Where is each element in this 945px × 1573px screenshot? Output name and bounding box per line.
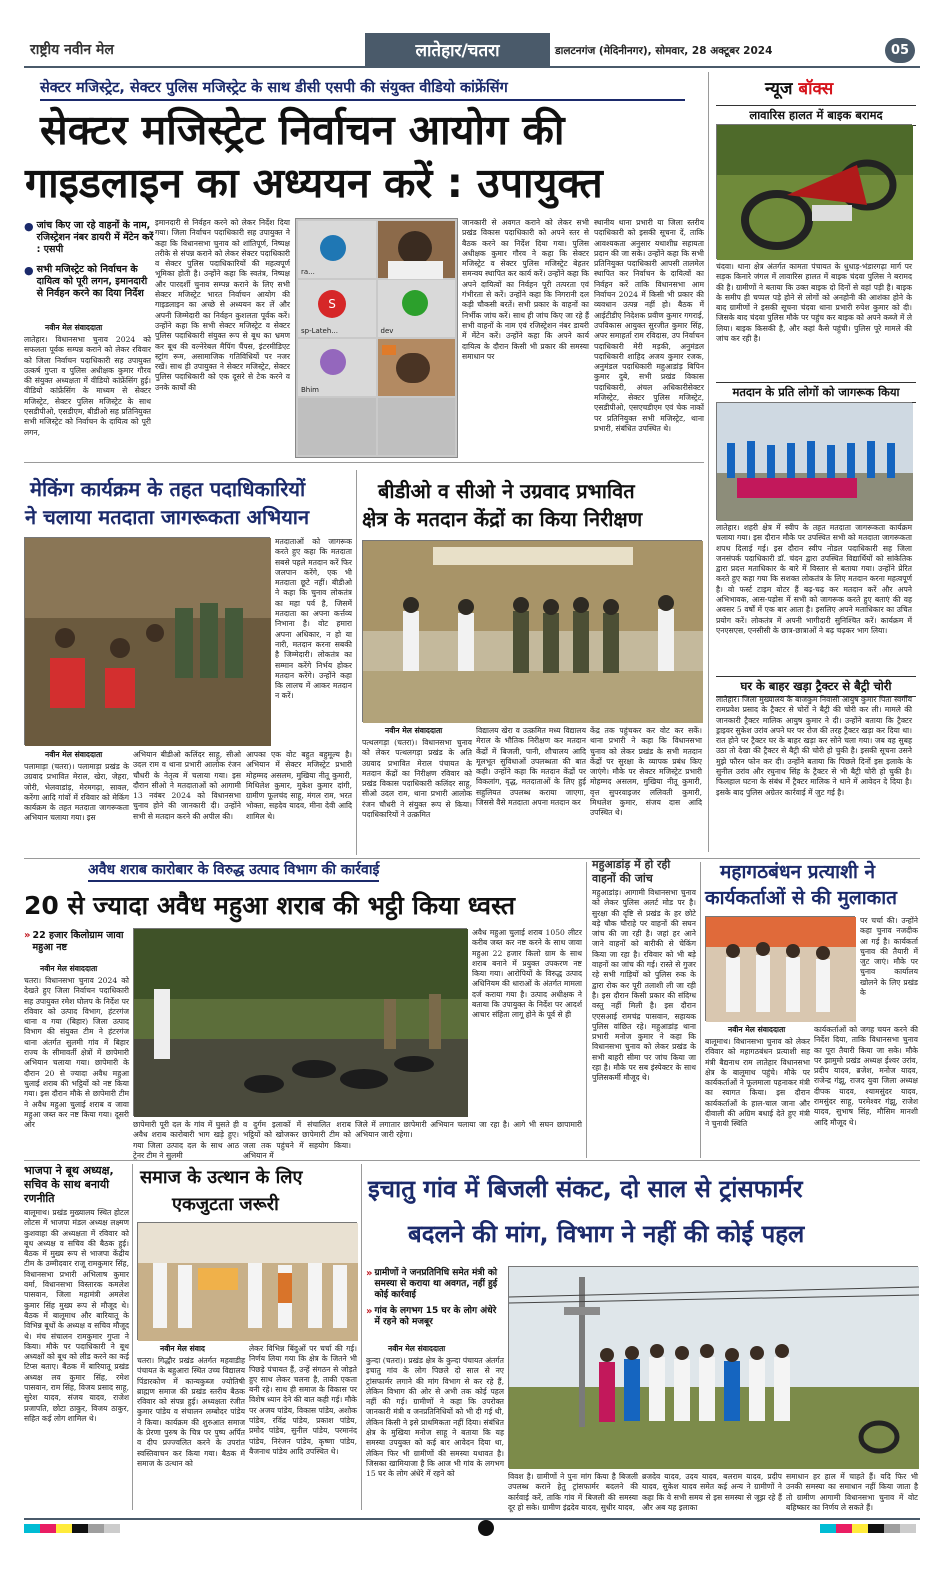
making-photo <box>24 537 270 745</box>
bullet-dot-icon: ● <box>24 220 34 233</box>
liquor-kicker: अवैध शराब कारोबार के विरुद्ध उत्पाद विभाग की कार्रवाई <box>88 860 379 882</box>
video-tile: ra... <box>298 221 376 278</box>
itachu-under-1: विवश है। ग्रामीणों ने पुनः मांग किया है बिजली उपलब्ध कराने हेतु ट्रांसफार्मर बदलने की कार्रवाई करें, ताकि गांव में बिजली की समस्या दूर हो सके। ग्रामीण इंद्रदेव यादव, सुधीर यादव, <box>508 1472 638 1512</box>
gathbandhan-col-1: बालूमाथ। विधानसभा चुनाव को लेकर रविवार को महागठबंधन प्रत्याशी सह मंत्री बैद्यनाथ राम लातेहार विधानसभा क्षेत्र के बालूमाथ पहुंचे। मौके पर कार्यकर्ताओं ने फूलमाला पहनाकर मंत्री का स्वागत किया। इस दौरान कार्यकर्ताओं के हाल-चाल जाना और दीवाली की अग्रिम बधाई देते हुए मंत्री ने चुनावी स्थिति <box>705 1037 810 1129</box>
itachu-col-1: कुन्दा (चतरा)। प्रखंड क्षेत्र के कुन्दा पंचायत अंतर्गत इचातु गांव के लोग पिछले दो साल से नए ट्रांसफार्मर लगाने की मांग विभाग से कर रहे हैं, लेकिन विभाग की ओर से अभी तक कोई पहल नहीं की गई। ग्रामीणों ने कहा कि उपरोक्त जानकारी मंत्री व जनप्रतिनिधियों को भी दी गई थी, लेकिन किसी ने इसे प्राथमिकता नहीं दिया। संबंधित क्षेत्र के मुखिया मनोज साहू ने बताया कि यह समस्या उपयुक्त को कई बार आवेदन दिया था, लेकिन फिर भी ग्रामीणों की समस्या यथावत है। जिसका खामियाजा है कि आज भी गांव के लगभग 15 घर के लोग अंधेरे में रहने को <box>366 1356 504 1479</box>
registration-strip <box>820 1524 916 1533</box>
vehicle-body: महुआडांड़। आगामी विधानसभा चुनाव को लेकर पुलिस अलर्ट मोड पर है। सुरक्षा की दृष्टि से प्रखंड के हर छोटे बड़े चौक चौराहे पर वाहनों की सघन जांच की जा रही है। जहां हर आने जाने वाहनों को बारीकी से चेकिंग किया जा रहा है। रविवार को भी बड़े वाहनों का जांच की गई। रास्ते से गुजर रहे सभी गाड़ियों को पुलिस रुक के द्वारा रोक कर पूरी तलाशी ली जा रही है। इस दौरान किसी प्रकार की संदिग्ध वस्तु नहीं मिली है। इस दौरान एएसआई रामचंद्र पासवान, सहायक पुलिस वांछित रहे। महुआडांड़ थाना प्रभारी मनोज कुमार ने कहा कि विधानसभा चुनाव को लेकर प्रखंड के सभी बाहरी सीमा पर जांच किया जा रहा है। मौके पर सब इंस्पेक्टर के साथ पुलिसकर्मी मौजूद थे। <box>592 888 696 1083</box>
video-conference-photo <box>295 218 458 458</box>
samaj-headline-line1: समाज के उत्थान के लिए <box>140 1167 303 1188</box>
page-number: 05 <box>885 38 915 63</box>
itachu-under-2: ब्रजदेव यादव, उदय यादव, बलराम यादव, प्रदीप यादव, सुकेश यादव समेत कई अन्य ने ग्रामीणों ने कहा कि वे सभी समय से इस समस्या से जूझ रहे हैं और अब यह इलाका <box>642 1472 782 1512</box>
lead-col-4: स्थानीय थाना प्रभारी या जिला स्तरीय पदाधिकारी को इसकी सूचना दें, ताकि आवश्यकता अनुसार यथाशीघ्र सहायता प्रदान की जा सके। उन्होंने कहा कि सभी प्रतिनियुक्त पदाधिकारी आपसी तालमेल स्थापित कर निर्वाचन के दायित्वों का निर्वहन करें ताकि विधानसभा आम निर्वाचन 2024 में किसी भी प्रकार की व्यवधान उत्पन्न नहीं हो। बैठक में आईटीडीए निदेशक प्रवीण कुमार गगराई, उपविकास आयुक्त सुरजीत कुमार सिंह, अपर समाहर्ता राम रविदास, उप निर्वाचन पदाधिकारी मेरी मड़की, अनुमंडल पदाधिकारी शाहिद अजय कुमार रजक, अनुमंडल पदाधिकारी महुआडांड़ बिपिन कुमार दुबे, सभी प्रखंड विकास पदाधिकारी, अंचल अधिकारीसेक्टर मजिस्ट्रेट, सेक्टर पुलिस मजिस्ट्रेट, एसडीपीओ, एसएचडीएम एवं चेक नाकों पर प्रतिनियुक्त सभी मजिस्ट्रेट, थाना प्रभारी, संबंधित उपस्थित थे। <box>594 218 704 433</box>
awareness-rally-photo <box>716 402 912 520</box>
news-item-2-title: मतदान के प्रति लोगों को जागरूक किया <box>716 382 916 403</box>
liquor-headline: 20 से ज्यादा अवैध महुआ शराब की भट्ठी किया ध्वस्त <box>24 891 516 920</box>
bike-photo <box>716 124 912 259</box>
liquor-byline: नवीन मेल संवाददाता <box>40 964 98 973</box>
itachu-headline-line1: इचातु गांव में बिजली संकट, दो साल से ट्रांसफार्मर <box>368 1175 803 1203</box>
video-tile: dev <box>378 280 456 337</box>
video-tile <box>378 221 456 278</box>
dateline: डालटनगंज (मेदिनीनगर), सोमवार, 28 अक्टूबर 2024 <box>555 45 773 57</box>
making-headline-line1: मेकिंग कार्यक्रम के तहत पदाधिकारियों <box>30 477 306 501</box>
bdo-col-3: केंद्र तक पहुंचकर कर वोट कर सकें। थाना प्रभारी ने कहा कि विधानसभा चुनाव को लेकर प्रखंड के सभी मतदान केंद्रों पर सुरक्षा के व्यापक प्रबंध किए जाएंगे। मौके पर सेक्टर मजिस्ट्रेट प्रभारी मोहम्मद असलम, मुखिया नीतू कुमारी, वृत्त सुपरवाइजर ललिवती कुमारी, मिथलेश कुमार, संजय दास आदि उपस्थित थे। <box>590 726 702 818</box>
liquor-under-2: व दुर्गम इलाकों में संचालित शराब भट्ठियों को खोजकर छापेमारी टीम को जला तक पहुंचने में सहयोग किया। अभियान में <box>243 1120 351 1160</box>
double-chevron-icon: » <box>366 1268 373 1279</box>
bdo-headline-line2: क्षेत्र के मतदान केंद्रों का किया निरीक्षण <box>362 507 643 531</box>
bdo-headline-line1: बीडीओ व सीओ ने उग्रवाद प्रभावित <box>378 479 635 503</box>
lead-headline-line2: गाइडलाइन का अध्ययन करें : उपायुक्त <box>25 159 603 207</box>
bdo-photo <box>362 540 702 722</box>
news-item-2-body: लातेहार। शहरी क्षेत्र में स्वीप के तहत मतदाता जागरूकता कार्यक्रम चलाया गया। इस दौरान मौके पर उपस्थित सभी को मतदाता जागरूकता शपथ दिलाई गई। इस दौरान स्वीप नोडल पदाधिकारी सह जिला जनसंपर्क पदाधिकारी डॉ. चंदन द्वारा उपस्थित विद्यार्थियों को सांकेतिक द्वारा प्रदत्त मताधिकार के बारे में विस्तार से बताया गया। उन्होंने प्रेरित करते हुए कहा गया कि सशक्त लोकतंत्र के लिए मतदान करना महत्वपूर्ण है। वो फर्स्ट टाइम वोटर हैं बढ़-चढ़ कर मतदान करें और अपने अभिभावक, आस-पड़ोस में सभी को जागरूक करते हुए बताएं की वह अवसर 5 वर्षों में एक बार आता है। इसलिए अपने मताधिकार का उचित प्रयोग करें। लोकतंत्र में अपनी भागीदारी सुनिश्चित करें। कार्यक्रम में एनएसएस, एनसीसी के छात्र-छात्राओं ने बढ़ चढ़कर भाग लिया। <box>716 523 912 635</box>
section-name: लातेहार/चतरा <box>415 41 500 61</box>
liquor-raid-photo <box>133 928 467 1116</box>
samaj-byline: नवीन मेल संवाद <box>160 1344 205 1353</box>
video-tile: S sp-Lateh... <box>298 280 376 337</box>
gathbandhan-headline-line1: महागठबंधन प्रत्याशी ने <box>720 861 876 883</box>
news-item-3-title: घर के बाहर खड़ा ट्रैक्टर से बैट्री चोरी <box>716 676 916 697</box>
lead-bullets <box>24 220 154 300</box>
section-tab <box>365 33 550 66</box>
news-box-label: न्यूज बॉक्स <box>765 79 834 99</box>
itachu-byline: नवीन मेल संवाददाता <box>388 1344 446 1353</box>
lead-col-1: लातेहार। विधानसभा चुनाव 2024 को सफलता पूर्वक सम्पन्न कराने को लेकर रविवार को जिला निर्वाचन पदाधिकारी सह उपायुक्त उत्कर्ष गुप्ता व पुलिस अधीक्षक कुमार गौरव की संयुक्त अध्यक्षता में वीडियो कांफ्रेंसिंग हुई। वीडियो कांफ्रेंसिंग के माध्यम से सेक्टर मजिस्ट्रेट, सेक्टर पुलिस मजिस्ट्रेट के साथ एसडीपीओ, एसडीएम, बीडीओ सह प्रतिनियुक्त सभी मजिस्ट्रेट को निर्वाचन के दायित्व को पूरी लगन, <box>24 335 151 437</box>
bdo-col-2: विद्यालय खेरा व उत्क्रमित मध्य विद्यालय मेराल के भौतिक निरीक्षण कर मतदान केंद्रों में बिजली, पानी, शौचालय आदि मूलभूत सुविधाओं उपलब्धता की बात कही। उन्होंने कहा कि मतदान केंद्रों पर विकलांग, वृद्ध, मतदाताओं के लिए हुई सहुलियत उपलब्ध कराया जाएगा, जिससे वैसे मतदाता अपना मतदान कर <box>476 726 586 808</box>
making-headline-line2: ने चलाया मतदाता जागरूकता अभियान <box>25 505 310 529</box>
gathbandhan-headline-line2: कार्यकर्ताओं से की मुलाकात <box>705 887 898 909</box>
gathbandhan-byline: नवीन मेल संवाददाता <box>728 1025 786 1034</box>
video-tile <box>298 398 376 455</box>
news-item-1-body: चंदवा। थाना क्षेत्र अंतर्गत कामता पंचायत के धुधाड़-भंडारगढ़ा मार्ग पर सड़क किनारे जंगल में लावारिस हालत में बाइक चंदवा पुलिस ने बरामद की है। ग्रामीणों ने बताया कि उक्त बाइक दो दिनों से वहां पड़ी है। बाइक के समीप ही चप्पल पड़े होने से लोगों को अनहोनी की आशंका होने के बाद ग्रामीणों ने इसकी सूचना चंदवा थाना प्रभारी रुपेश कुमार को दी। जिसके बाद चंदवा पुलिस मौके पर पहुंच कर बाइक को अपने कब्जे में ले लिया। बाइक किसकी है, और कहां कैसे पहुंची। पुलिस पूरे मामले की जांच कर रही है। <box>716 262 912 344</box>
liquor-under-1: छापेमारी पूरी दल के गांव में घुसते ही अवैध शराब कारोबारी भाग खड़े हुए। गया जिला उत्पाद दल के साथ आठ ट्रेनर टीम ने सुलमी <box>133 1120 239 1160</box>
bjp-body: बालूमाथ। प्रखंड मुख्यालय स्थित होटल लोटस में भाजपा मंडल अध्यक्ष लक्ष्मण कुशवाहा की अध्यक्षता में रविवार को बूथ अध्यक्ष व सचिव की बैठक हुई। बैठक में मुख्य रूप से भाजपा केंद्रीय टीम के उम्मीदवार राजू रामकुमार सिंह, विधानसभा प्रभारी अभिलाष कुमार वर्मा, विधानसभा विस्तारक कमलेश पासवान, जिला महामंत्री अमलेश कुमार सिंह मुख्य रूप से मौजूद थे। बैठक में बालूमाथ और बारियातू के विभिन्न बूथों के अध्यक्ष व सचिव मौजूद थे। मंच संचालन रामकुमार गुप्ता ने किया। मौके पर पदाधिकारी ने बूथ अध्यक्षों को बूथ को लीड करने का कई टिप्स बताए। बैठक में बारियातू प्रखंड अध्यक्ष लव कुमार सिंह, रमेश पासवान, राम सिंह, विजय प्रसाद साहू, सुरेश यादव, संजय यादव, राजेश प्रजापति, छोटा ठाकुर, विजय ठाकुर, सहित कई लोग शामिल थे। <box>24 1208 129 1423</box>
lead-headline-line1: सेक्टर मजिस्ट्रेट निर्वाचन आयोग की <box>40 106 565 154</box>
video-tile-avatar-icon <box>402 290 428 316</box>
double-chevron-icon: » <box>24 930 31 941</box>
registration-mark <box>478 1520 494 1536</box>
samaj-headline-line2: एकजुटता जरूरी <box>172 1194 279 1215</box>
gathbandhan-side-col: पर चर्चा की। उन्होंने कहा चुनाव नजदीक आ गई है। कार्यकर्ता चुनाव की तैयारी में जुट जाएं। मौके पर चुनाव कार्यालय खोलने के लिए प्रखंड के <box>860 916 918 998</box>
bjp-headline: भाजपा ने बूथ अध्यक्ष, सचिव के साथ बनायी रणनीति <box>24 1164 114 1205</box>
itachu-under-3: समाधान हर हाल में चाहते हैं। यदि फिर भी उनकी समस्या का समाधान नहीं किया जाता है तो ग्रामीण आगामी विधानसभा चुनाव में वोट बहिष्कार का निर्णय ले सकते हैं। <box>786 1472 918 1512</box>
liquor-under-3: जिले में लगातार छापेमारी अभियान चलाया जा रहा है। आगे भी सघन छापामारी अभियान जारी रहेगा। <box>355 1120 582 1140</box>
gathbandhan-col-2: कार्यकर्ताओं को जगह चयन करने की निर्देश दिया, ताकि विधानसभा चुनाव का पूरा तैयारी किया जा सके। मौके पर झामुमो प्रखंड अध्यक्ष ईश्वर उरांव, प्रदीप यादव, ब्रजेश, मनोज यादव, राजेन्द्र गंझू, राजद युवा जिला अध्यक्ष दीपक यादव, श्यामसुंदर यादव, रामसुंदर साहू, परमेश्वर गंझू, राजेश यादव, सुभाष सिंह, मौसिम मानशी आदि मौजूद थे। <box>814 1025 918 1127</box>
masthead: राष्ट्रीय नवीन मेल <box>30 42 114 58</box>
samaj-photo <box>137 1222 357 1340</box>
video-tile: Bhim <box>298 339 376 396</box>
liquor-bullet: » 22 हजार किलोग्राम जावा महुआ नष्ट <box>24 930 124 953</box>
lead-col-2: इमानदारी से निर्वहन करने को लेकर निर्देश दिया गया। जिला निर्वाचन पदाधिकारी सह उपायुक्त ने कहा कि विधानसभा चुनाव को शांतिपूर्ण, निष्पक्ष तरीके से संपन्न कराने को लेकर सेक्टर पदाधिकारी व सेक्टर पुलिस पदाधिकारियों की महत्वपूर्ण भूमिका होती है। उन्होंने कहा कि स्वतंत्र, निष्पक्ष और पारदर्शी चुनाव सम्पन्न कराने के लिए सभी सेक्टर मजिस्ट्रेट भारत निर्वाचन आयोग की गाइडलाइन का अच्छे से अध्ययन कर लें और अपनी जिम्मेदारी का निर्वहन कुशलता पूर्वक करें। उन्होंने कहा कि सभी सेक्टर मजिस्ट्रेट व सेक्टर पुलिस पदाधिकारी संयुक्त रूप से बूथ का भ्रमण कर बूथ की वल्नेरेबल मैपिंग चैंपस, इंटरमीडिएट स्ट्रांग रूम, असामाजिक गतिविधियों पर नजर रखें। साथ ही उपायुक्त ने सेक्टर मजिस्ट्रेट, सेक्टर पुलिस पदाधिकारी को एक दूसरे से टेक करने व उनके कार्यों की <box>155 218 290 392</box>
liquor-col-1: चतरा। विधानसभा चुनाव 2024 को देखते हुए जिला निर्वाचन पदाधिकारी सह उपायुक्त रमेश घोलप के निर्देश पर रविवार को उत्पाद विभाग, हंटरगंज थाना व गया (बिहार) जिला उत्पाद विभाग की संयुक्त टीम ने हंटरगंज थाना अंतर्गत सुलमी गांव में बिहार राज्य के सीमावर्ती क्षेत्रों में छापेमारी अभियान चलाया गया। छापेमारी के दौरान 20 से ज्यादा अवैध महुआ चुलाई शराब की भट्ठियों को नष्ट किया गया। इस दौरान मौके से छापेमारी टीम ने अवैध महुआ चुलाई शराब व जावा महुआ जब्त कर नष्ट किया गया। दूसरी ओर <box>24 976 129 1130</box>
samaj-col-1: चतरा। गिद्धौर प्रखंड अंतर्गत महवाडीह पंचायत के बहुआरा स्थित उच्च विद्यालय पिंडारकोण में कान्यकुब्ज ज्योतिषी ब्राह्मण समाज की प्रखंड स्तरीय बैठक रविवार को संपन्न हुई। अध्यक्षता रंजीत कुमार पांडेय व संचालन लम्बोदर पांडेय ने किया। कार्यक्रम की शुरुआत समाज के प्रेरणा पुरुष के चित्र पर पुष्प अर्पित व दीप प्रज्ज्वलित करने के उपरांत स्वस्तिवाचन कर किया गया। बैठक में समाज के उत्थान को <box>137 1356 245 1468</box>
video-tile-avatar-icon <box>320 235 346 261</box>
samaj-col-2: लेकर विभिन्न बिंदुओं पर चर्चा की गई। निर्णय लिया गया कि क्षेत्र के जितने भी पिछड़े पंचायत हैं, उन्हें संगठन से जोड़ते हुए साथ लेकर चलना है, ताकी एकता बनी रहे। साथ ही समाज के विकास पर विशेष ध्यान देने की बात कही गई। मौके पर अजय पांडेय, विकास पांडेय, अशोक पांडेय, रविंद्र पांडेय, प्रकाश पांडेय, प्रमोद पांडेय, सुनील पांडेय, परमानंद पांडेय, निरंजन पांडेय, कृष्णा पांडेय, बैजनाथ पांडेय आदि उपस्थित थे। <box>249 1344 357 1456</box>
itachu-headline-line2: बदलने की मांग, विभाग ने नहीं की कोई पहल <box>408 1220 805 1248</box>
making-col-2: अभियान बीडीओ कलिंदर साहू, सीओ उदल राम व थाना प्रभारी आलोक रंजन चौधरी के नेतृत्व में चलाया गया। इस दौरान सीओ ने मतदाताओं को आगामी 13 नवंबर 2024 को विधानसभा चुनाव होने की जानकारी दी। उन्होंने सभी से मतदान करने की अपील की। <box>133 750 241 821</box>
video-tile <box>378 398 456 455</box>
registration-strip <box>24 1524 120 1533</box>
making-col-1: पलामाड़ा (चतरा)। पलामाड़ा प्रखंड के उग्रवाद प्रभावित मेराल, खेरा, जेहरा, जोरी, भेलवाडांड़, मेरमगढ़ा, सावल, करेंगा आदि गांवों में रविवार को मेकिंग कार्यक्रम के तहत मतदाता जागरूकता अभियान चलाया गया। इस <box>24 762 129 823</box>
video-tile-avatar-icon <box>320 349 346 375</box>
liquor-col-2: अवैध महुआ चुलाई शराब 1050 लीटर करीब जब्त कर नष्ट करने के साथ जावा महुआ 22 हजार किलो ग्राम के साथ शराब बनाने में प्रयुक्त उपकरण नष्ट किया गया। आरोपियों के विरुद्ध उत्पाद अधिनियम की धाराओं के अंतर्गत मामला दर्ज कराया गया है। उत्पाद अधीक्षक ने बताया कि उपायुक्त के निर्देश पर आदर्श आचार संहिता लागू होने के पूर्व से ही <box>472 928 582 1020</box>
making-col-3: आपका एक वोट बहुत बहुमूल्य है। अभियान में सेक्टर मजिस्ट्रेट प्रभारी मोहम्मद असलम, मुखिया नीतू कुमारी, मिथिलेश कुमार, मुकेश कुमार दांगी, ग्रामीण फूलचंद साहू, मंगल राम, भरत भोक्ता, सहदेव यादव, मीना देवी आदि शामिल थे। <box>246 750 352 821</box>
itachu-bullets: » ग्रामीणों ने जनप्रतिनिधि समेत मंत्री को समस्या से कराया था अवगत, नहीं हुई कोई कार्रवाई » गांव के लगभग 15 घर के लोग अंधेरे में रहने को मजबूर <box>366 1268 498 1327</box>
lead-kicker: सेक्टर मजिस्ट्रेट, सेक्टर पुलिस मजिस्ट्रेट के साथ डीसी एसपी की संयुक्त वीडियो कांफ्रेंसिंग <box>40 77 685 101</box>
making-byline: नवीन मेल संवाददाता <box>45 750 103 759</box>
bdo-byline: नवीन मेल संवाददाता <box>385 726 443 735</box>
bdo-col-1: पत्थलगड़ा (चतरा)। विधानसभा चुनाव को लेकर पत्थलगड़ा प्रखंड के अति उग्रवाद प्रभावित मेराल पंचायत के मतदान केंद्रों का निरीक्षण रविवार को प्रखंड विकास पदाधिकारी कलिंदर साहू, सीओ उदल राम, थाना प्रभारी आलोक रंजन चौधरी ने संयुक्त रूप से किया। पदाधिकारियों ने उत्क्रमित <box>362 738 472 820</box>
double-chevron-icon: » <box>366 1306 373 1317</box>
video-tile <box>378 339 456 396</box>
making-side-col: मतदाताओं को जागरूक करते हुए कहा कि मतदाता सबसे पहले मतदान करें फिर जलपान करेंगे, एक भी मतदाता छूटे नहीं। बीडीओ ने कहा कि चुनाव लोकतंत्र का महा पर्व है, जिसमें मतदाता का अपना कर्त्तव्य निभाना है। वोट हमारा अपना अधिकार, न हो या नारी, मतदान करना सबकी है जिम्मेदारी। लोकतंत्र का सम्मान करेंगे निर्भय होकर मतदान करेंगे। उन्होंने कहा कि लालच में आकर मतदान न करें। <box>275 537 352 701</box>
lead-byline: नवीन मेल संवाददाता <box>45 323 103 332</box>
itachu-photo <box>508 1266 918 1468</box>
video-tile-avatar-icon: S <box>318 290 346 318</box>
lead-col-3: जानकारी से अवगत कराने को लेकर सभी प्रखंड विकास पदाधिकारी को अपने स्तर से बैठक करने का निर्देश दिया गया। पुलिस अधीक्षक कुमार गौरव ने कहा कि सेक्टर मजिस्ट्रेट व सेक्टर पुलिस मजिस्ट्रेट बेहतर समन्वय स्थापित कर कार्य करें। उन्होंने कहा कि अपने दायित्वों का निर्वहन पूरी तत्परता एवं गंभीरता से करें। उन्होंने कहा कि निगरानी दल कड़ी चौकसी बरतें। सभी प्रकार के वाहनों का निर्भीक जांच करें। साथ ही जांच किए जा रहे हैं सभी वाहनों के नाम एवं रजिस्ट्रेशन नंबर डायरी में मेंटेन करें। उन्होंने कहा कि अपने कार्य दायित्व के दौरान किसी भी प्रकार की समस्या समाधान पर <box>462 218 589 361</box>
bullet-dot-icon: ● <box>24 264 34 277</box>
vehicle-headline: महुआडांड़ में हो रही वाहनों की जांच <box>592 858 671 885</box>
lead-bullet-1: जांच किए जा रहे वाहनों के नाम, रजिस्ट्रेशन नंबर डायरी में मेंटेन करें : एसपी <box>36 220 154 255</box>
lead-bullet-2: सभी मजिस्ट्रेट को निर्वाचन के दायित्व को पूरी लगन, इमानदारी से निर्वहन करने का दिया निर्देश <box>36 264 148 299</box>
news-item-3-body: लातेहार। जिला मुख्यालय के बाजकुम निवासी आयुष कुमार पिता स्वर्गीय रामप्रवेश प्रसाद के ट्रैक्टर से चोरों ने बैट्री की चोरी कर ली। मामले की जानकारी ट्रैक्टर मालिक आयुष कुमार ने दी। उन्होंने बताया कि ट्रैक्टर ड्राइवर सुकेश उरांव अपने घर पर रोज की तरह ट्रैक्टर खड़ा कर दिया था। रात होने पर ट्रैक्टर घर के बाहर खड़ा कर सोने चला गया। जब वह सुबह उठा तो देखा की ट्रैक्टर से बैट्री की चोरी हो चुकी है। इसकी सूचना उसने मुझे फौरन फोन कर दी। उन्होंने बताया कि पिछले दिनों इस इलाके के सुनील उरांव और रघुनाथ सिंह के ट्रैक्टर से भी बैट्री चोरी हो चुकी है। फिलहाल घटना के संबंध में ट्रैक्टर मालिक ने थाने में आवेदन दे दिया है। इसके बाद पुलिस अग्रेतर कार्रवाई में जुट गई है। <box>716 695 912 797</box>
gathbandhan-photo <box>705 916 855 1021</box>
news-item-1-title: लावारिस हालत में बाइक बरामद <box>716 105 916 126</box>
